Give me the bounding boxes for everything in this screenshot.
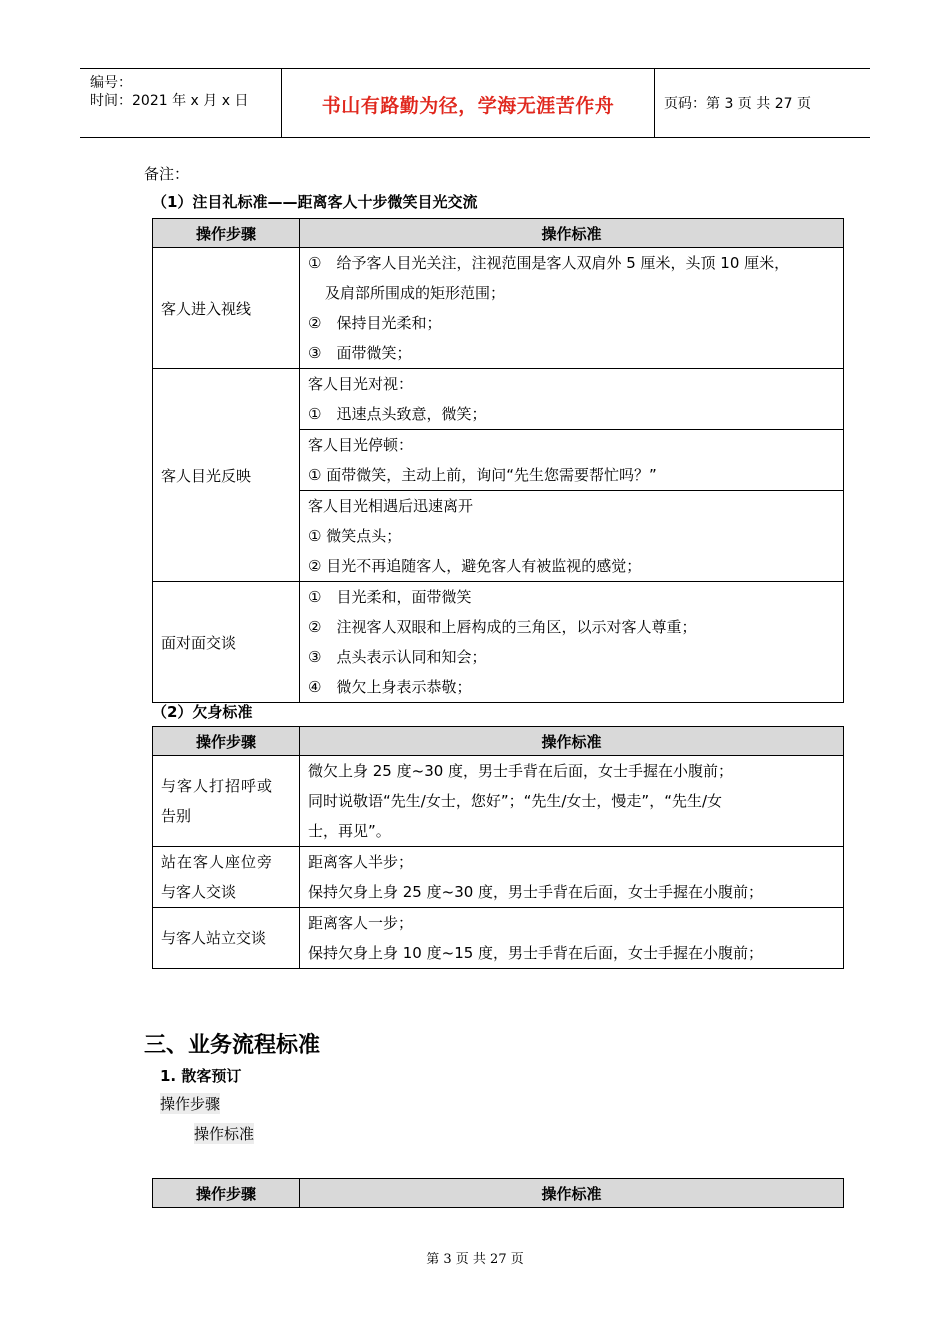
page-header	[80, 68, 870, 138]
standard-line: 及肩部所围成的矩形范围；	[325, 284, 506, 302]
column-header: 操作步骤	[153, 727, 300, 756]
table-row	[153, 582, 844, 703]
column-header: 操作标准	[300, 1179, 844, 1208]
booking-process-table	[152, 1178, 844, 1208]
standard-group	[300, 490, 843, 581]
column-header: 操作步骤	[153, 1179, 300, 1208]
section3-heading: 三、业务流程标准	[144, 1033, 321, 1058]
standard-line: ② 目光不再追随客人，避免客人有被监视的感觉；	[308, 557, 642, 575]
standard-line: 客人目光相遇后迅速离开	[308, 497, 474, 515]
outline-item: 操作步骤	[160, 1095, 221, 1113]
standard-line: 客人目光停顿：	[308, 436, 414, 454]
table-row	[153, 369, 844, 582]
standard-line: 同时说敬语“先生/女士，您好”；“先生/女士，慢走”，“先生/女	[308, 792, 723, 810]
standard-line: ① 面带微笑，主动上前，询问“先生您需要帮忙吗？”	[308, 466, 657, 484]
column-header: 操作标准	[300, 727, 844, 756]
gaze-etiquette-table	[152, 218, 844, 703]
table-header-row	[153, 727, 844, 756]
step-cell: 客人进入视线	[153, 248, 300, 369]
standard-cell	[300, 908, 844, 969]
step-cell: 面对面交谈	[153, 582, 300, 703]
standard-group	[300, 429, 843, 490]
standard-line: ③ 点头表示认同和知会；	[308, 648, 487, 666]
standard-cell	[300, 756, 844, 847]
standard-line: ① 微笑点头；	[308, 527, 402, 545]
table-row	[153, 248, 844, 369]
standard-line: 距离客人一步；	[308, 914, 414, 932]
date-label: 时间：2021 年 x 月 x 日	[90, 93, 249, 109]
subsection-title: 1. 散客预订	[160, 1067, 242, 1085]
table-row	[153, 756, 844, 847]
step-line: 与客人站立交谈	[161, 929, 267, 947]
note-label: 备注：	[144, 165, 190, 183]
number-label: 编号：	[90, 75, 132, 91]
column-header: 操作步骤	[153, 219, 300, 248]
standard-line: ④ 微欠上身表示恭敬；	[308, 678, 472, 696]
standard-line: ① 目光柔和，面带微笑	[308, 588, 472, 606]
standard-cell	[300, 582, 844, 703]
table-row	[153, 908, 844, 969]
header-motto: 书山有路勤为径，学海无涯苦作舟	[321, 95, 615, 117]
header-page-label: 页码：第 3 页 共 27 页	[664, 96, 811, 112]
step-cell	[153, 756, 300, 847]
standard-line: 保持欠身上身 10 度~15 度，男士手背在后面，女士手握在小腹前；	[308, 944, 764, 962]
standard-cell	[300, 369, 844, 582]
standard-line: ③ 面带微笑；	[308, 344, 412, 362]
standard-line: ① 给予客人目光关注，注视范围是客人双肩外 5 厘米，头顶 10 厘米，	[308, 254, 790, 272]
table-row	[153, 847, 844, 908]
step-cell: 客人目光反映	[153, 369, 300, 582]
step-line: 站在客人座位旁	[161, 853, 274, 871]
outline-item: 操作标准	[194, 1125, 255, 1143]
standard-cell	[300, 248, 844, 369]
step-cell	[153, 847, 300, 908]
standard-line: 微欠上身 25 度~30 度，男士手背在后面，女士手握在小腹前；	[308, 762, 734, 780]
step-cell	[153, 908, 300, 969]
step-line: 与客人交谈	[161, 883, 237, 901]
step-line: 与客人打招呼或	[161, 777, 274, 795]
section2-title: （2）欠身标准	[152, 703, 253, 721]
table-header-row	[153, 1179, 844, 1208]
column-header: 操作标准	[300, 219, 844, 248]
step-line: 告别	[161, 807, 192, 825]
standard-line: ② 保持目光柔和；	[308, 314, 442, 332]
standard-line: 客人目光对视：	[308, 375, 414, 393]
standard-line: 士，再见”。	[308, 822, 391, 840]
header-divider	[654, 69, 655, 137]
standard-group	[308, 369, 835, 429]
bow-standard-table	[152, 726, 844, 969]
standard-line: 保持欠身上身 25 度~30 度，男士手背在后面，女士手握在小腹前；	[308, 883, 764, 901]
section1-title: （1）注目礼标准——距离客人十步微笑目光交流	[152, 193, 478, 211]
table-header-row	[153, 219, 844, 248]
standard-line: 距离客人半步；	[308, 853, 414, 871]
standard-cell	[300, 847, 844, 908]
standard-line: ② 注视客人双眼和上唇构成的三角区，以示对客人尊重；	[308, 618, 697, 636]
standard-line: ① 迅速点头致意，微笑；	[308, 405, 487, 423]
page-footer: 第 3 页 共 27 页	[426, 1252, 524, 1267]
